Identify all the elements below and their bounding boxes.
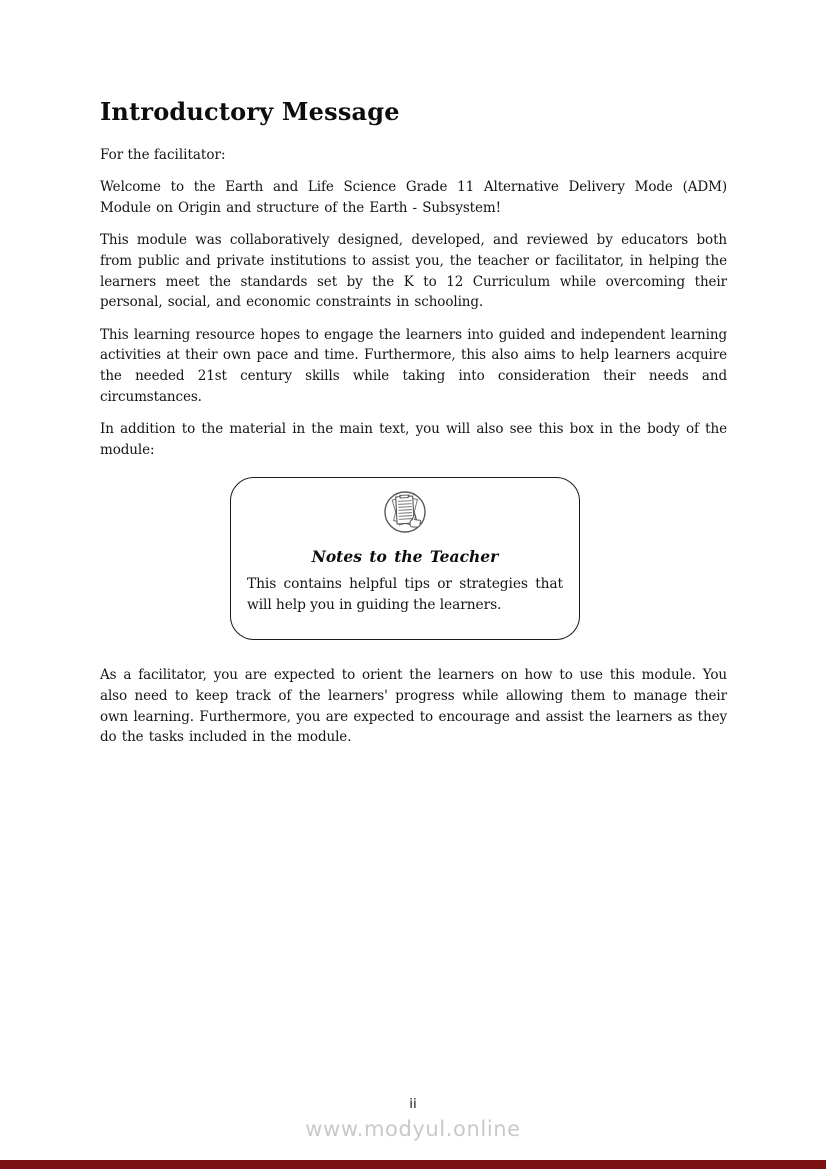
- notes-box-body: This contains helpful tips or strategies that will help you in guiding the learners.: [247, 576, 563, 613]
- paragraph-box-intro: In addition to the material in the main text, you will also see this box in the body of the module:: [100, 421, 727, 458]
- page-content: [100, 98, 727, 748]
- page-title: Introductory Message: [100, 97, 400, 126]
- salutation-text: For the facilitator:: [100, 146, 226, 163]
- paragraph-welcome: Welcome to the Earth and Life Science Grade 11 Alternative Delivery Mode (ADM) Module on Origin and structure of the Earth - Subsystem!: [100, 179, 727, 216]
- notes-to-teacher-box: [230, 477, 580, 640]
- paragraph-closing: As a facilitator, you are expected to orient the learners on how to use this module. You also need to keep track of the learners' progress while allowing them to manage their own learning. Furthermore, you are expected to encourage and assist the learners as they do the tasks included in the module.: [100, 667, 727, 746]
- page-number: ii: [409, 1096, 417, 1112]
- notes-box-heading: Notes to the Teacher: [311, 547, 499, 567]
- notes-papers-icon: [383, 490, 427, 534]
- footer-accent-bar: [0, 1160, 826, 1169]
- paragraph-module-design: This module was collaboratively designed, developed, and reviewed by educators both from public and private institutions to assist you, the teacher or facilitator, in helping the learners meet the standards set by the K to 12 Curriculum while overcoming their personal, social, and economic constraints in schooling.: [100, 232, 727, 311]
- paragraph-learning-resource: This learning resource hopes to engage the learners into guided and independent learning activities at their own pace and time. Furthermore, this also aims to help learners acquire the needed 21st century skills while taking into consideration their needs and circumstances.: [100, 326, 727, 405]
- watermark-text: www.modyul.online: [305, 1117, 521, 1141]
